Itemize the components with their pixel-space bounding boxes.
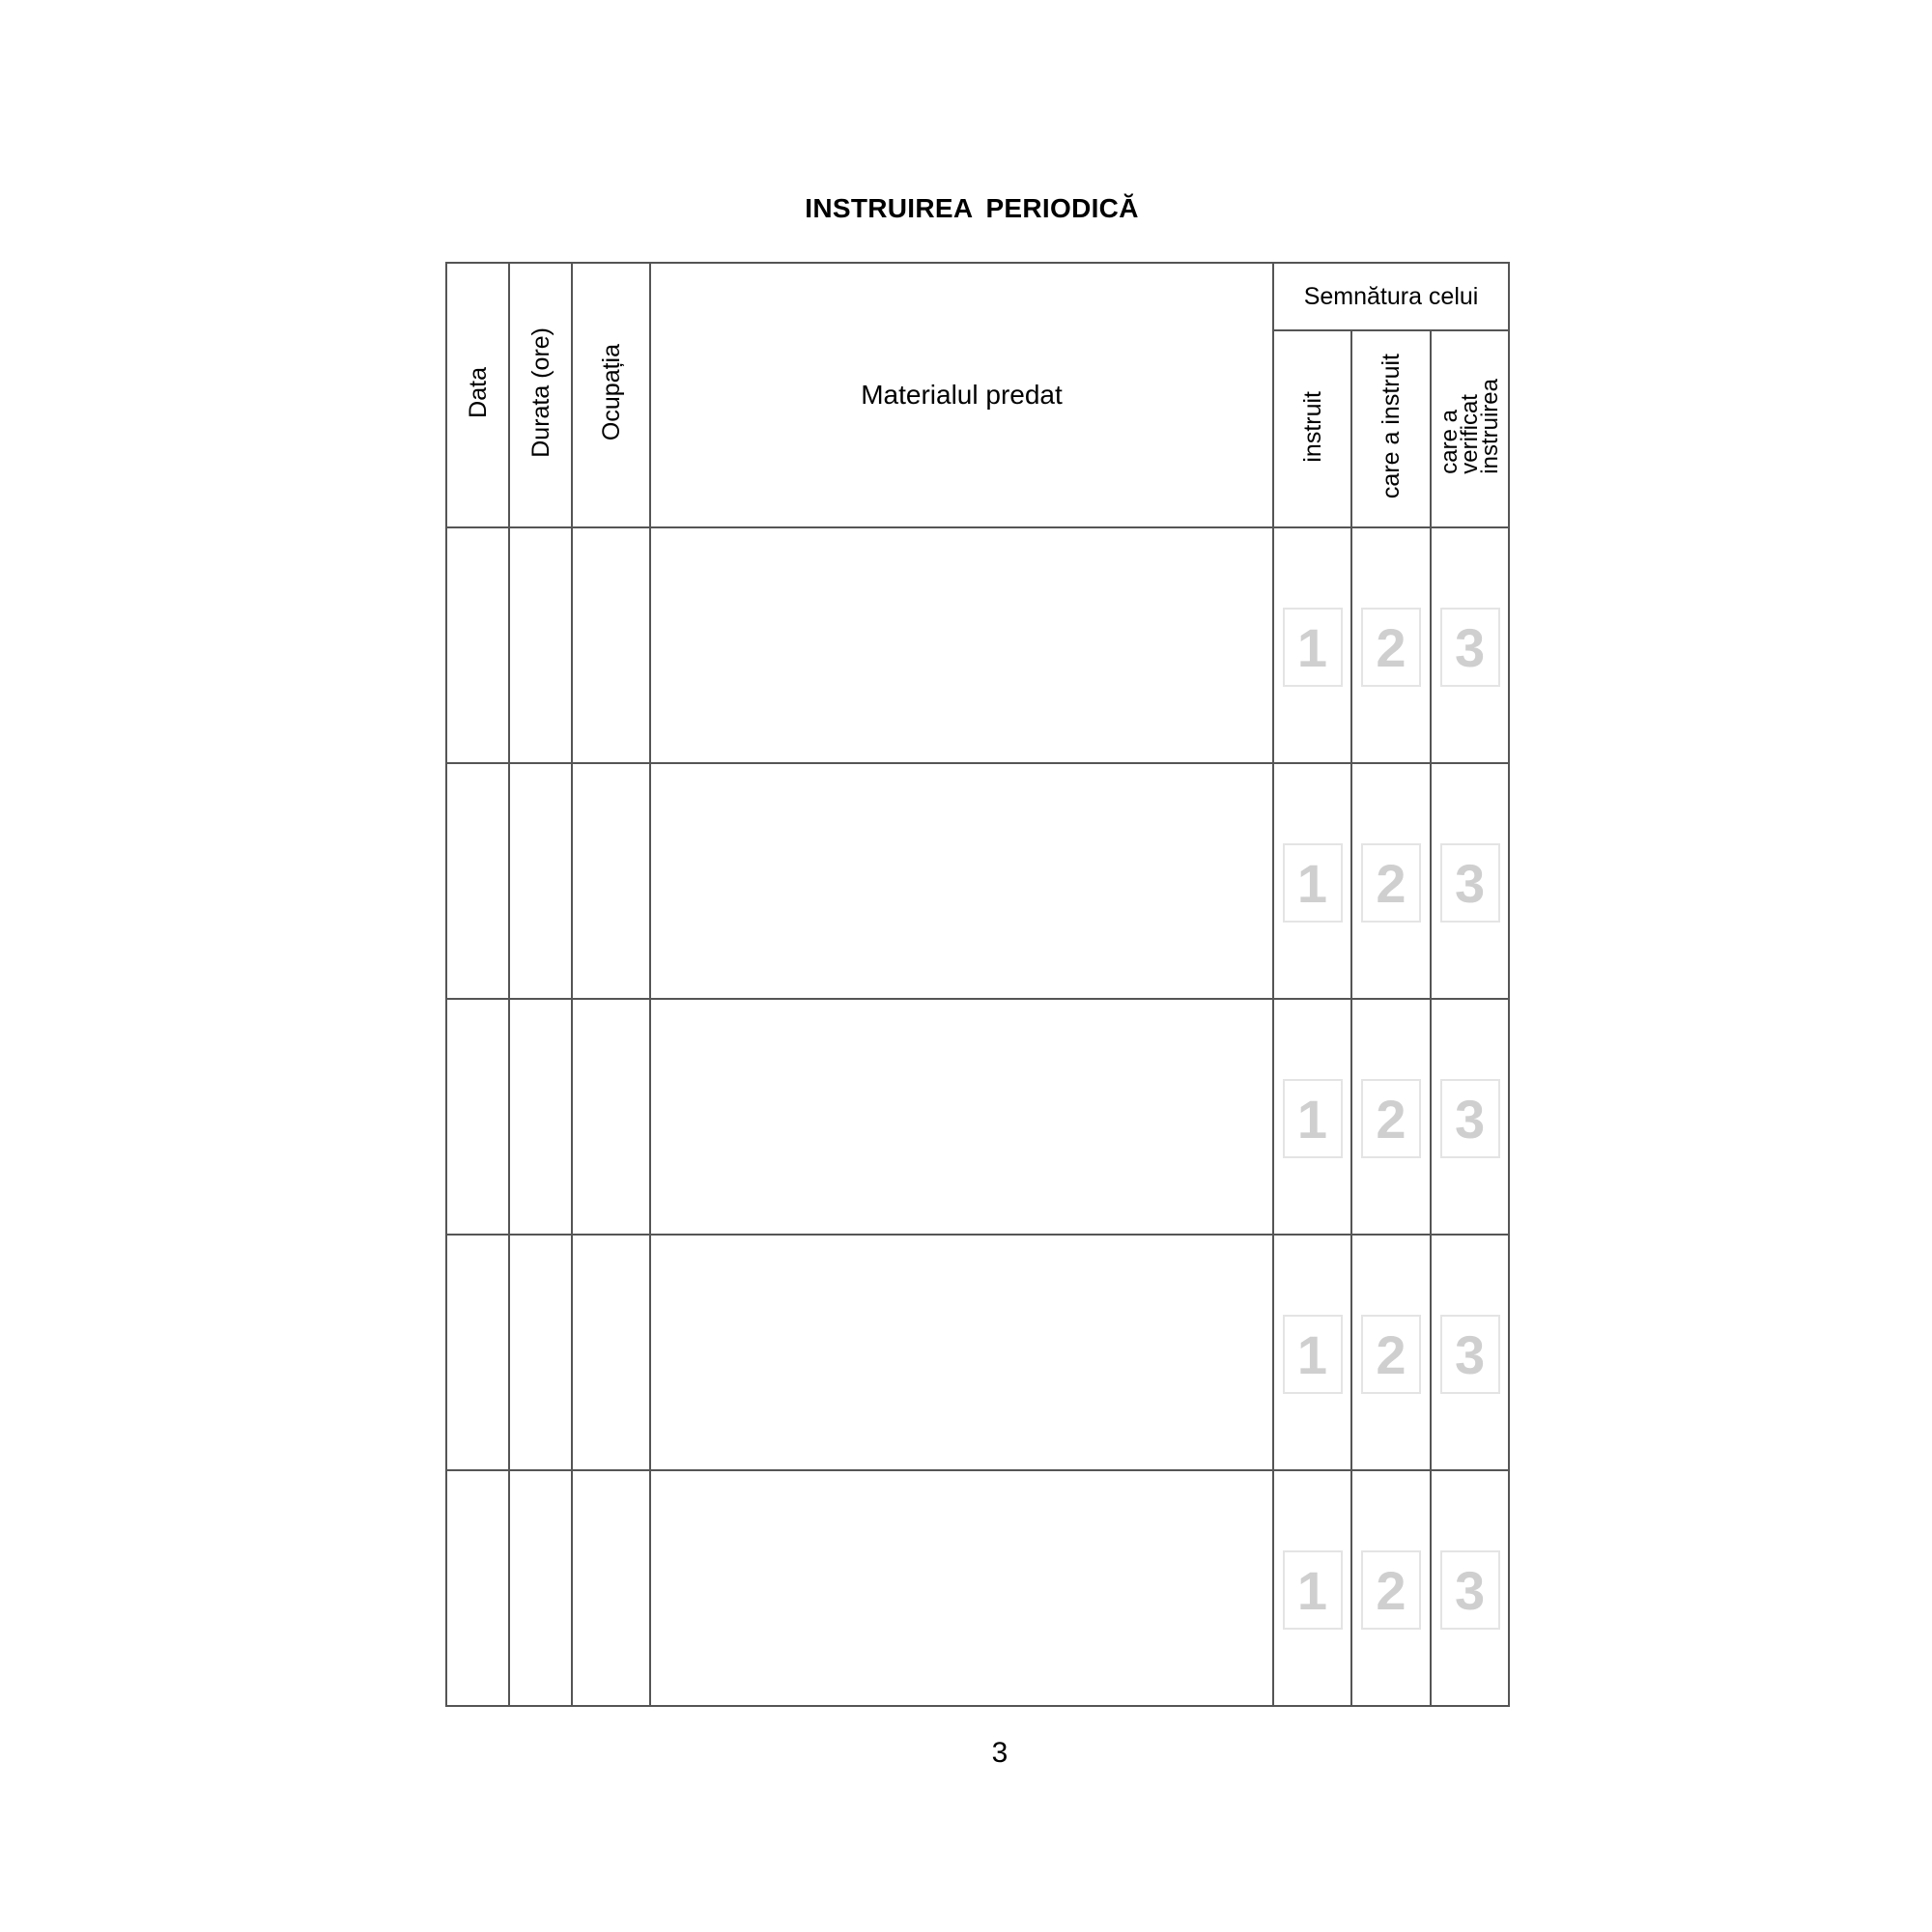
table-row bbox=[446, 1235, 1509, 1470]
signature-marker-3: 3 bbox=[1440, 1550, 1500, 1630]
signature-marker-2: 2 bbox=[1361, 843, 1421, 923]
header-signature-verifier-cell bbox=[1431, 330, 1509, 527]
duration-cell[interactable] bbox=[509, 999, 572, 1235]
date-cell[interactable] bbox=[446, 999, 509, 1235]
date-cell[interactable] bbox=[446, 1470, 509, 1706]
page-number: 3 bbox=[991, 1737, 1009, 1769]
page-title: INSTRUIREA PERIODICĂ bbox=[805, 193, 1139, 223]
signature-marker-3: 3 bbox=[1440, 1315, 1500, 1394]
signature-marker-1: 1 bbox=[1283, 1315, 1343, 1394]
header-signature-group: Semnătura celui bbox=[1273, 263, 1509, 330]
duration-cell[interactable] bbox=[509, 763, 572, 999]
signature-verifier-cell[interactable] bbox=[1431, 763, 1509, 999]
signature-verifier-cell[interactable] bbox=[1431, 1470, 1509, 1706]
material-cell[interactable] bbox=[650, 1470, 1273, 1706]
signature-marker-2: 2 bbox=[1361, 1079, 1421, 1158]
occupation-cell[interactable] bbox=[572, 527, 650, 763]
header-signature-trainer: care a instruit bbox=[1378, 354, 1405, 499]
header-signature-trained: instruit bbox=[1298, 390, 1326, 463]
table-row bbox=[446, 1470, 1509, 1706]
occupation-cell[interactable] bbox=[572, 763, 650, 999]
signature-verifier-cell[interactable] bbox=[1431, 1235, 1509, 1470]
signature-marker-3: 3 bbox=[1440, 843, 1500, 923]
signature-marker-1: 1 bbox=[1283, 608, 1343, 687]
training-log-table bbox=[445, 262, 1510, 1707]
date-cell[interactable] bbox=[446, 763, 509, 999]
signature-verifier-cell[interactable] bbox=[1431, 999, 1509, 1235]
signature-trainer-cell[interactable] bbox=[1351, 1235, 1431, 1470]
occupation-cell[interactable] bbox=[572, 1235, 650, 1470]
header-signature-trained-cell bbox=[1273, 330, 1351, 527]
signature-trained-cell[interactable] bbox=[1273, 763, 1351, 999]
signature-marker-3: 3 bbox=[1440, 608, 1500, 687]
header-row-top bbox=[446, 263, 1509, 330]
date-cell[interactable] bbox=[446, 527, 509, 763]
material-cell[interactable] bbox=[650, 527, 1273, 763]
header-occupation-cell bbox=[572, 263, 650, 527]
duration-cell[interactable] bbox=[509, 1470, 572, 1706]
header-duration-cell bbox=[509, 263, 572, 527]
header-occupation: Ocupația bbox=[597, 344, 625, 441]
material-cell[interactable] bbox=[650, 763, 1273, 999]
duration-cell[interactable] bbox=[509, 527, 572, 763]
signature-trained-cell[interactable] bbox=[1273, 1235, 1351, 1470]
material-cell[interactable] bbox=[650, 1235, 1273, 1470]
header-signature-verifier: care a verificat instruirea bbox=[1436, 379, 1504, 474]
signature-trained-cell[interactable] bbox=[1273, 1470, 1351, 1706]
signature-trained-cell[interactable] bbox=[1273, 999, 1351, 1235]
signature-marker-3: 3 bbox=[1440, 1079, 1500, 1158]
signature-trainer-cell[interactable] bbox=[1351, 999, 1431, 1235]
occupation-cell[interactable] bbox=[572, 999, 650, 1235]
signature-trainer-cell[interactable] bbox=[1351, 1470, 1431, 1706]
signature-marker-2: 2 bbox=[1361, 608, 1421, 687]
table-row bbox=[446, 999, 1509, 1235]
signature-trainer-cell[interactable] bbox=[1351, 763, 1431, 999]
material-cell[interactable] bbox=[650, 999, 1273, 1235]
header-date-cell bbox=[446, 263, 509, 527]
header-duration: Durata (ore) bbox=[526, 327, 554, 458]
signature-marker-1: 1 bbox=[1283, 1550, 1343, 1630]
signature-marker-2: 2 bbox=[1361, 1315, 1421, 1394]
table-row bbox=[446, 527, 1509, 763]
header-date: Data bbox=[464, 367, 492, 418]
signature-trained-cell[interactable] bbox=[1273, 527, 1351, 763]
date-cell[interactable] bbox=[446, 1235, 509, 1470]
header-material: Materialul predat bbox=[650, 263, 1273, 527]
signature-marker-2: 2 bbox=[1361, 1550, 1421, 1630]
duration-cell[interactable] bbox=[509, 1235, 572, 1470]
signature-trainer-cell[interactable] bbox=[1351, 527, 1431, 763]
occupation-cell[interactable] bbox=[572, 1470, 650, 1706]
header-signature-trainer-cell bbox=[1351, 330, 1431, 527]
signature-marker-1: 1 bbox=[1283, 843, 1343, 923]
signature-marker-1: 1 bbox=[1283, 1079, 1343, 1158]
signature-verifier-cell[interactable] bbox=[1431, 527, 1509, 763]
table-row bbox=[446, 763, 1509, 999]
